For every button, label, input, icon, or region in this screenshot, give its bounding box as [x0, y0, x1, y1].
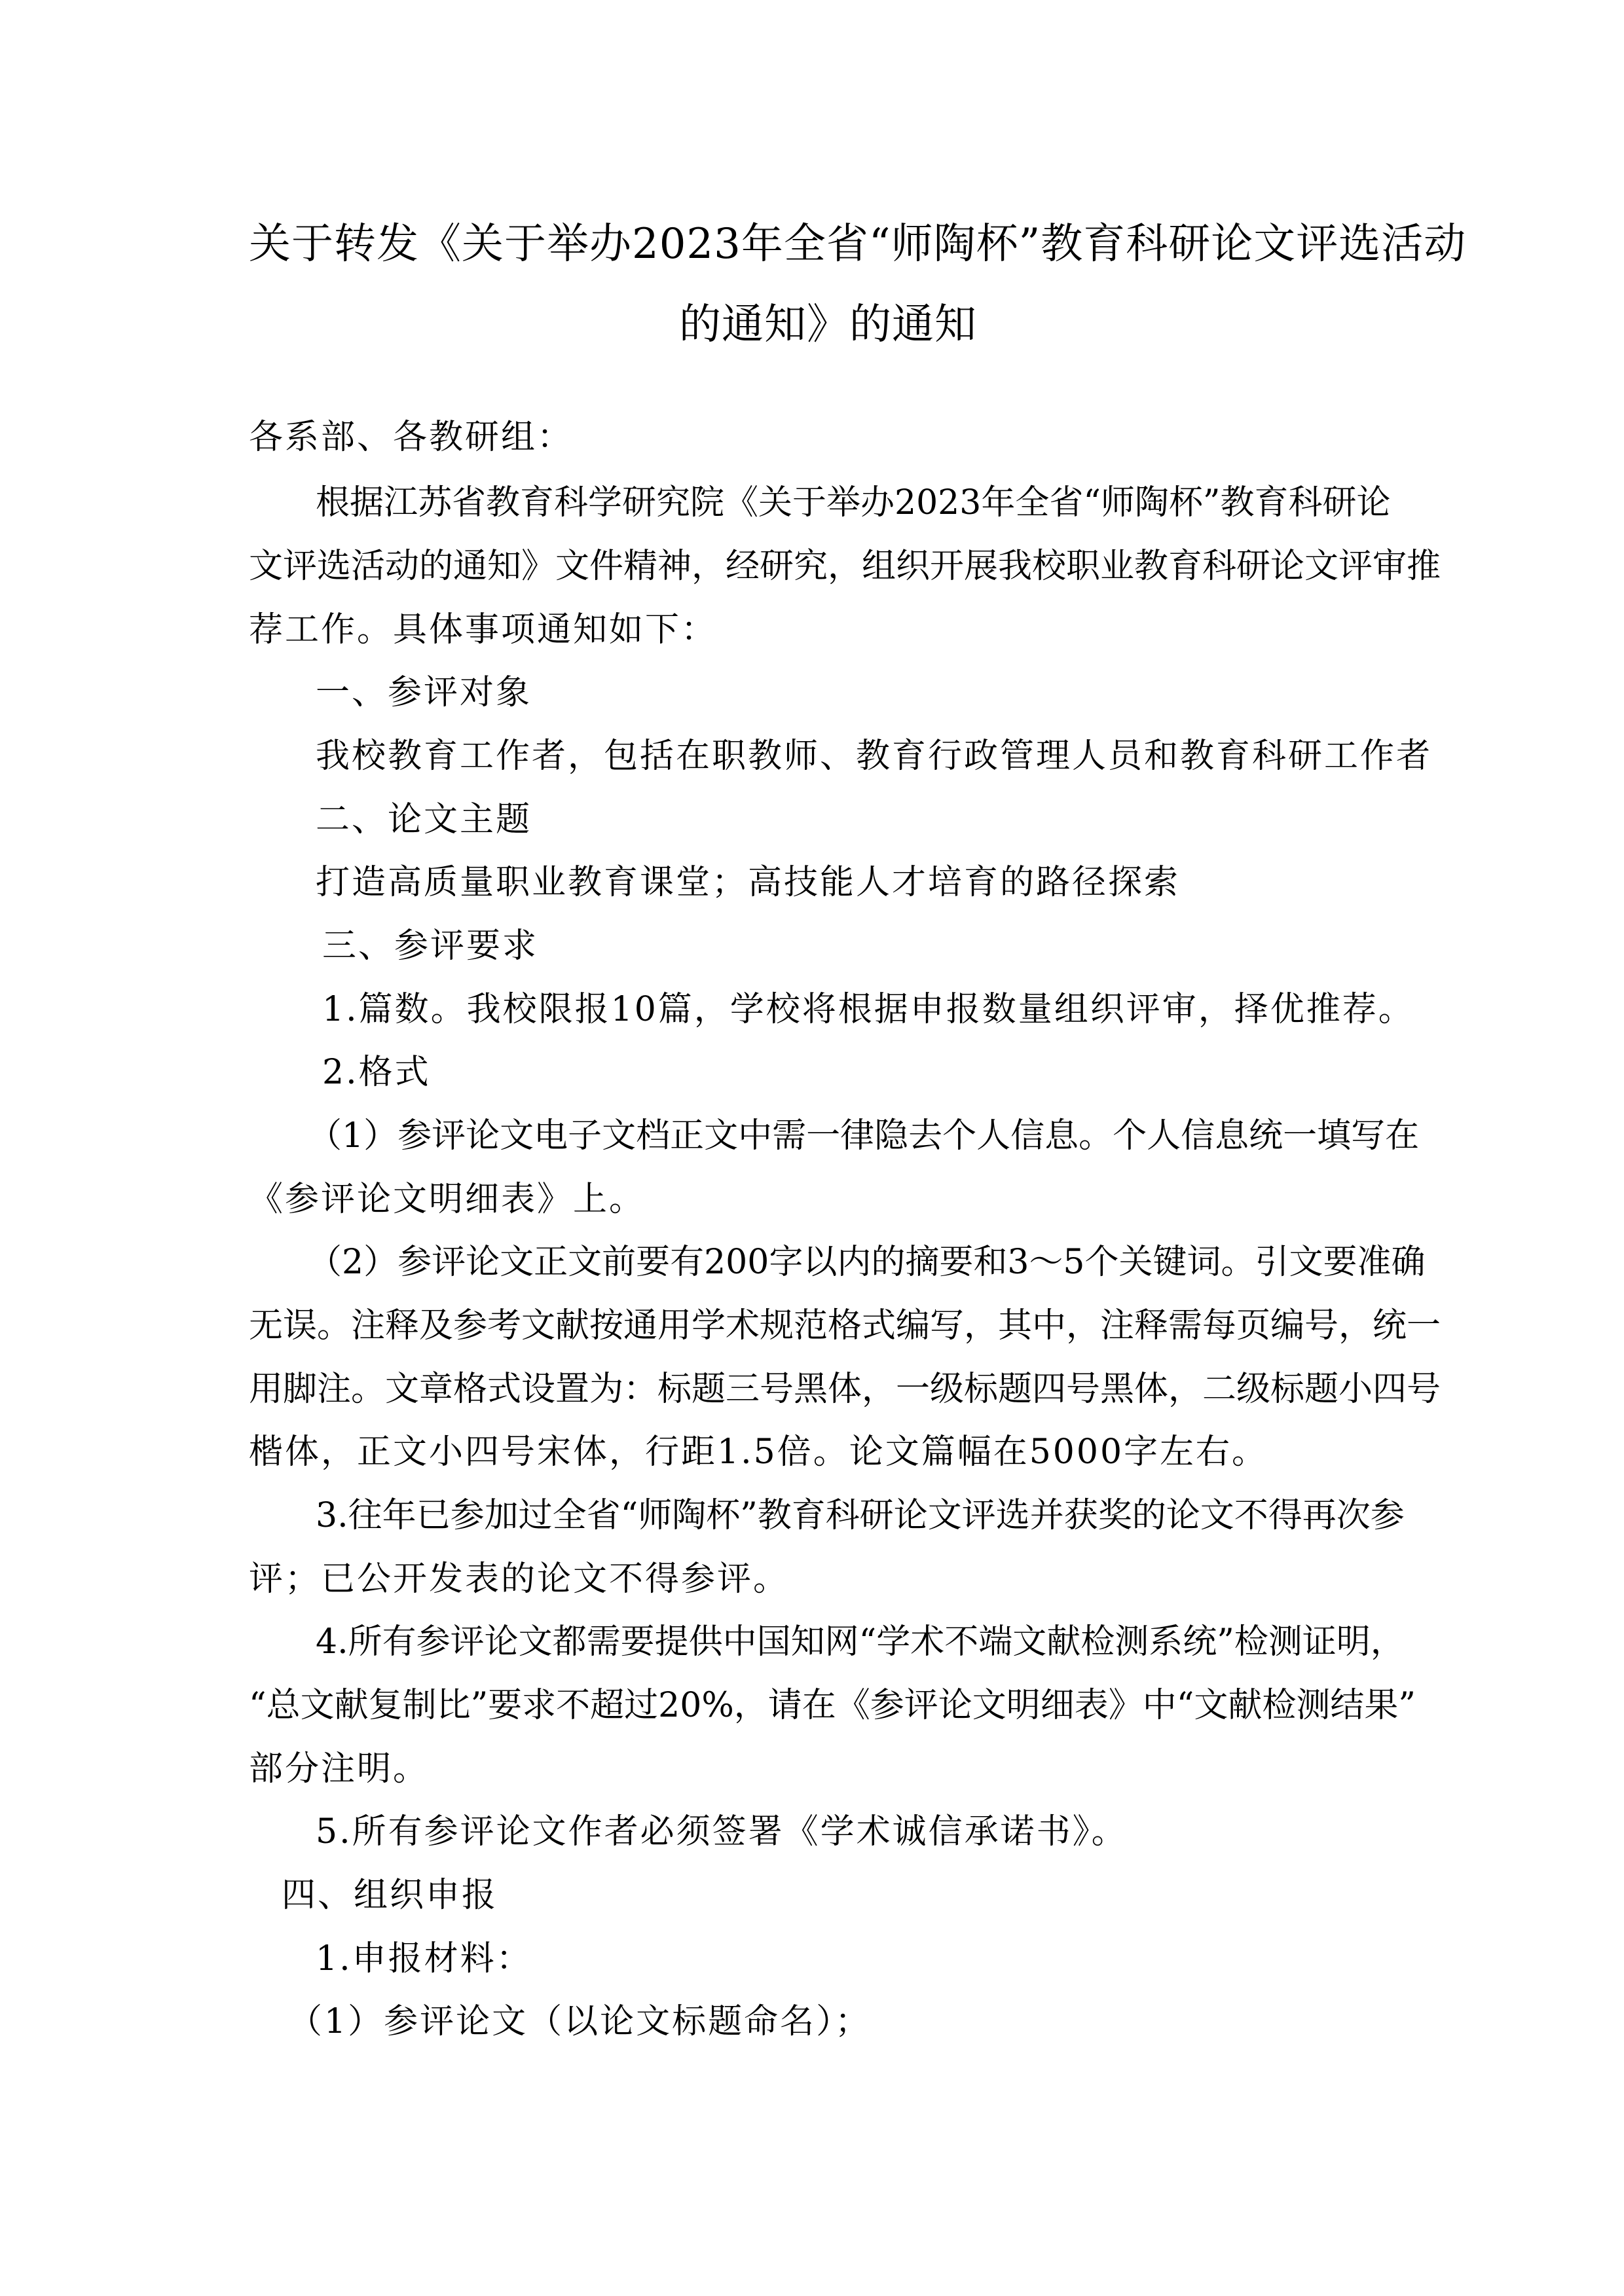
intro-line-2: 文评选活动的通知》文件精神，经研究，组织开展我校职业教育科研论文评审推 [249, 547, 1441, 586]
document-title-line-2: 的通知》的通知 [679, 301, 977, 349]
requirement-4-line-2: “总文献复制比”要求不超过20%，请在《参评论文明细表》中“文献检测结果” [249, 1686, 1416, 1725]
intro-line-3: 荐工作。具体事项通知如下： [249, 610, 718, 649]
section-heading-2: 二、论文主题 [316, 800, 532, 839]
requirement-2-2-line-1: （2）参评论文正文前要有200字以内的摘要和3～5个关键词。引文要准确 [308, 1243, 1426, 1282]
section-1-text: 我校教育工作者，包括在职教师、教育行政管理人员和教育科研工作者 [316, 737, 1433, 776]
requirement-5: 5.所有参评论文作者必须签署《学术诚信承诺书》。 [316, 1812, 1128, 1851]
requirement-1: 1.篇数。我校限报10篇，学校将根据申报数量组织评审，择优推荐。 [322, 990, 1414, 1029]
requirement-2-2-line-2: 无误。注释及参考文献按通用学术规范格式编写，其中，注释需每页编号，统一 [249, 1306, 1441, 1345]
requirement-3-line-2: 评；已公开发表的论文不得参评。 [249, 1559, 790, 1599]
requirement-2-1-line-1: （1）参评论文电子文档正文中需一律隐去个人信息。个人信息统一填写在 [308, 1116, 1420, 1156]
declaration-materials: 1.申报材料： [316, 1939, 532, 1978]
requirement-2: 2.格式 [322, 1053, 431, 1092]
requirement-4-line-1: 4.所有参评论文都需要提供中国知网“学术不端文献检测系统”检测证明， [316, 1622, 1405, 1662]
requirement-2-2-line-3: 用脚注。文章格式设置为：标题三号黑体，一级标题四号黑体，二级标题小四号 [249, 1370, 1441, 1409]
section-heading-1: 一、参评对象 [316, 673, 532, 712]
requirement-4-line-3: 部分注明。 [249, 1749, 430, 1789]
requirement-2-2-line-4: 楷体，正文小四号宋体，行距1.5倍。论文篇幅在5000字左右。 [249, 1432, 1268, 1472]
document-title-line-1: 关于转发《关于举办2023年全省“师陶杯”教育科研论文评选活动 [249, 220, 1467, 268]
salutation: 各系部、各教研组： [249, 418, 574, 457]
section-heading-3: 三、参评要求 [322, 926, 539, 966]
section-2-text: 打造高质量职业教育课堂；高技能人才培育的路径探索 [316, 863, 1181, 902]
requirement-2-1-line-2: 《参评论文明细表》上。 [249, 1180, 646, 1219]
requirement-3-line-1: 3.往年已参加过全省“师陶杯”教育科研论文评选并获奖的论文不得再次参 [316, 1496, 1405, 1535]
section-heading-4: 四、组织申报 [282, 1876, 498, 1915]
declaration-material-1: （1）参评论文（以论文标题命名）； [288, 2002, 872, 2041]
intro-line-1: 根据江苏省教育科学研究院《关于举办2023年全省“师陶杯”教育科研论 [316, 483, 1391, 522]
